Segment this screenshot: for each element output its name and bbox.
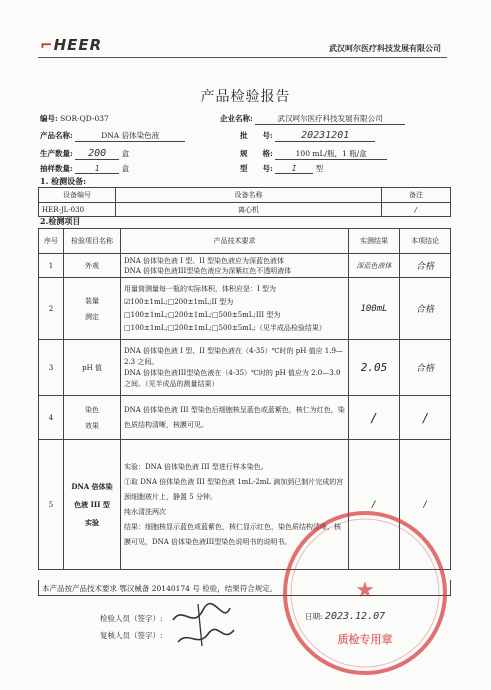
row-no: 4: [39, 396, 64, 440]
meta-sample-quantity: 抽样数量: 1 盒: [40, 164, 130, 173]
meta-specification: 规 格: 100 mL/瓶，1 瓶/盒: [240, 148, 387, 160]
reviewer-label: 复核人员（签字）:: [100, 631, 163, 640]
row-item: DNA 倍体染 色液 III 型 实验: [64, 440, 121, 570]
equipment-header-name: 设备名称: [116, 188, 382, 203]
row-result: /: [349, 440, 400, 570]
row-result: 100mL: [349, 278, 400, 340]
equipment-section-title: 1. 检测设备:: [40, 176, 87, 186]
row-requirement: 用量筒测量每一瓶的实际体积，体积应是：I 型为☑100±1mL;□200±1mL;II 型为□100±1mL;□200±1mL;□500±5mL;III 型为□100±1mL;□200±1mL;□500±5mL;（见半成品检验结果）: [121, 278, 349, 340]
date-field: 日期: 2023.12.07: [305, 611, 386, 622]
svg-text:质检专用章: 质检专用章: [337, 633, 393, 646]
meta-production-quantity: 生产数量: 200 盒: [40, 148, 130, 159]
row-conclusion: 合格: [400, 254, 451, 278]
row-result: /: [349, 396, 400, 440]
row-requirement: 实验：DNA 倍体染色液 III 型进行样本染色。 ①取 DNA 倍体染色液 III 型染色液 1mL-2mL 滴加到已制片完成的宫颈细胞玻片上，静置 5 分钟。 纯水清洗两次 结果：细胞核显示蓝色或蓝紫色，核仁显示红色，染色质结构清晰，核膜可见，DNA 倍体染色液III型染色说明书的说明书。: [121, 440, 349, 570]
row-no: 2: [39, 278, 64, 340]
header-no: 序号: [39, 229, 64, 254]
equipment-name: 离心机: [116, 203, 382, 217]
row-requirement: DNA 倍体染色液 III 型染色后细胞核呈蓝色或蓝紫色，核仁为红色，染色质结构清晰，核膜可见。: [121, 396, 349, 440]
document-title: 产品检验报告: [200, 89, 291, 105]
table-row: [39, 254, 451, 278]
equipment-note: /: [382, 203, 451, 217]
row-result: 2.05: [349, 340, 400, 396]
company-seal: [275, 505, 455, 680]
equipment-code: HER-JL-030: [39, 203, 116, 217]
row-item: 装量 测定: [64, 278, 121, 340]
row-item: 染色 效果: [64, 396, 121, 440]
company-logo: ⌐HEER: [40, 36, 103, 54]
row-item: pH 值: [64, 340, 121, 396]
table-row: [39, 278, 451, 340]
header-item: 检验项目名称: [64, 229, 121, 254]
equipment-header-note: 备注: [382, 188, 451, 203]
items-section-title: 2.检测项目: [40, 216, 81, 226]
meta-enterprise: 企业名称: 武汉呵尔医疗科技发展有限公司: [220, 113, 405, 125]
table-row: [39, 340, 451, 396]
equipment-header-code: 设备编号: [39, 188, 116, 203]
row-conclusion: 合格: [400, 340, 451, 396]
row-result: 深蓝色液体: [349, 254, 400, 278]
meta-code: 编号: SOR-QD-037: [40, 114, 109, 123]
header-requirement: 产品技术要求: [121, 229, 349, 254]
row-no: 5: [39, 440, 64, 570]
row-no: 1: [39, 254, 64, 278]
inspector-label: 检验人员（签字）:: [100, 614, 163, 623]
row-requirement: DNA 倍体染色液 I 型、II 型染色液在（4-35）℃时的 pH 值应 1.9—2.3 之间。 DNA 倍体染色液III型染色液在（4-35）℃时的 pH 值应为 2.0—3.0 之间。（见半成品的测量结果）: [121, 340, 349, 396]
equipment-table: [38, 187, 451, 217]
meta-product: 产品名称: DNA 倍体染色液: [40, 130, 185, 142]
signature-image: [168, 600, 238, 650]
header-rule: [38, 57, 447, 58]
table-row: [39, 396, 451, 440]
row-conclusion: /: [400, 396, 451, 440]
row-no: 3: [39, 340, 64, 396]
svg-text:★: ★: [355, 578, 375, 603]
row-conclusion: /: [400, 440, 451, 570]
meta-batch: 批 号: 20231201: [240, 130, 375, 142]
header-conclusion: 本项结论: [400, 229, 451, 254]
header-result: 实测结果: [349, 229, 400, 254]
row-requirement: DNA 倍体染色液 I 型、II 型染色液应为深蓝色液体 DNA 倍体染色液III型染色液应为深紫红色不透明液体: [121, 254, 349, 278]
row-conclusion: 合格: [400, 278, 451, 340]
conformity-statement: 本产品按产品技术要求 鄂汉械备 20140174 号 检验，结果符合规定。: [38, 580, 451, 596]
company-header: 武汉呵尔医疗科技发展有限公司: [329, 43, 441, 53]
meta-model: 型 号: I 型: [240, 164, 324, 173]
row-item: 外观: [64, 254, 121, 278]
